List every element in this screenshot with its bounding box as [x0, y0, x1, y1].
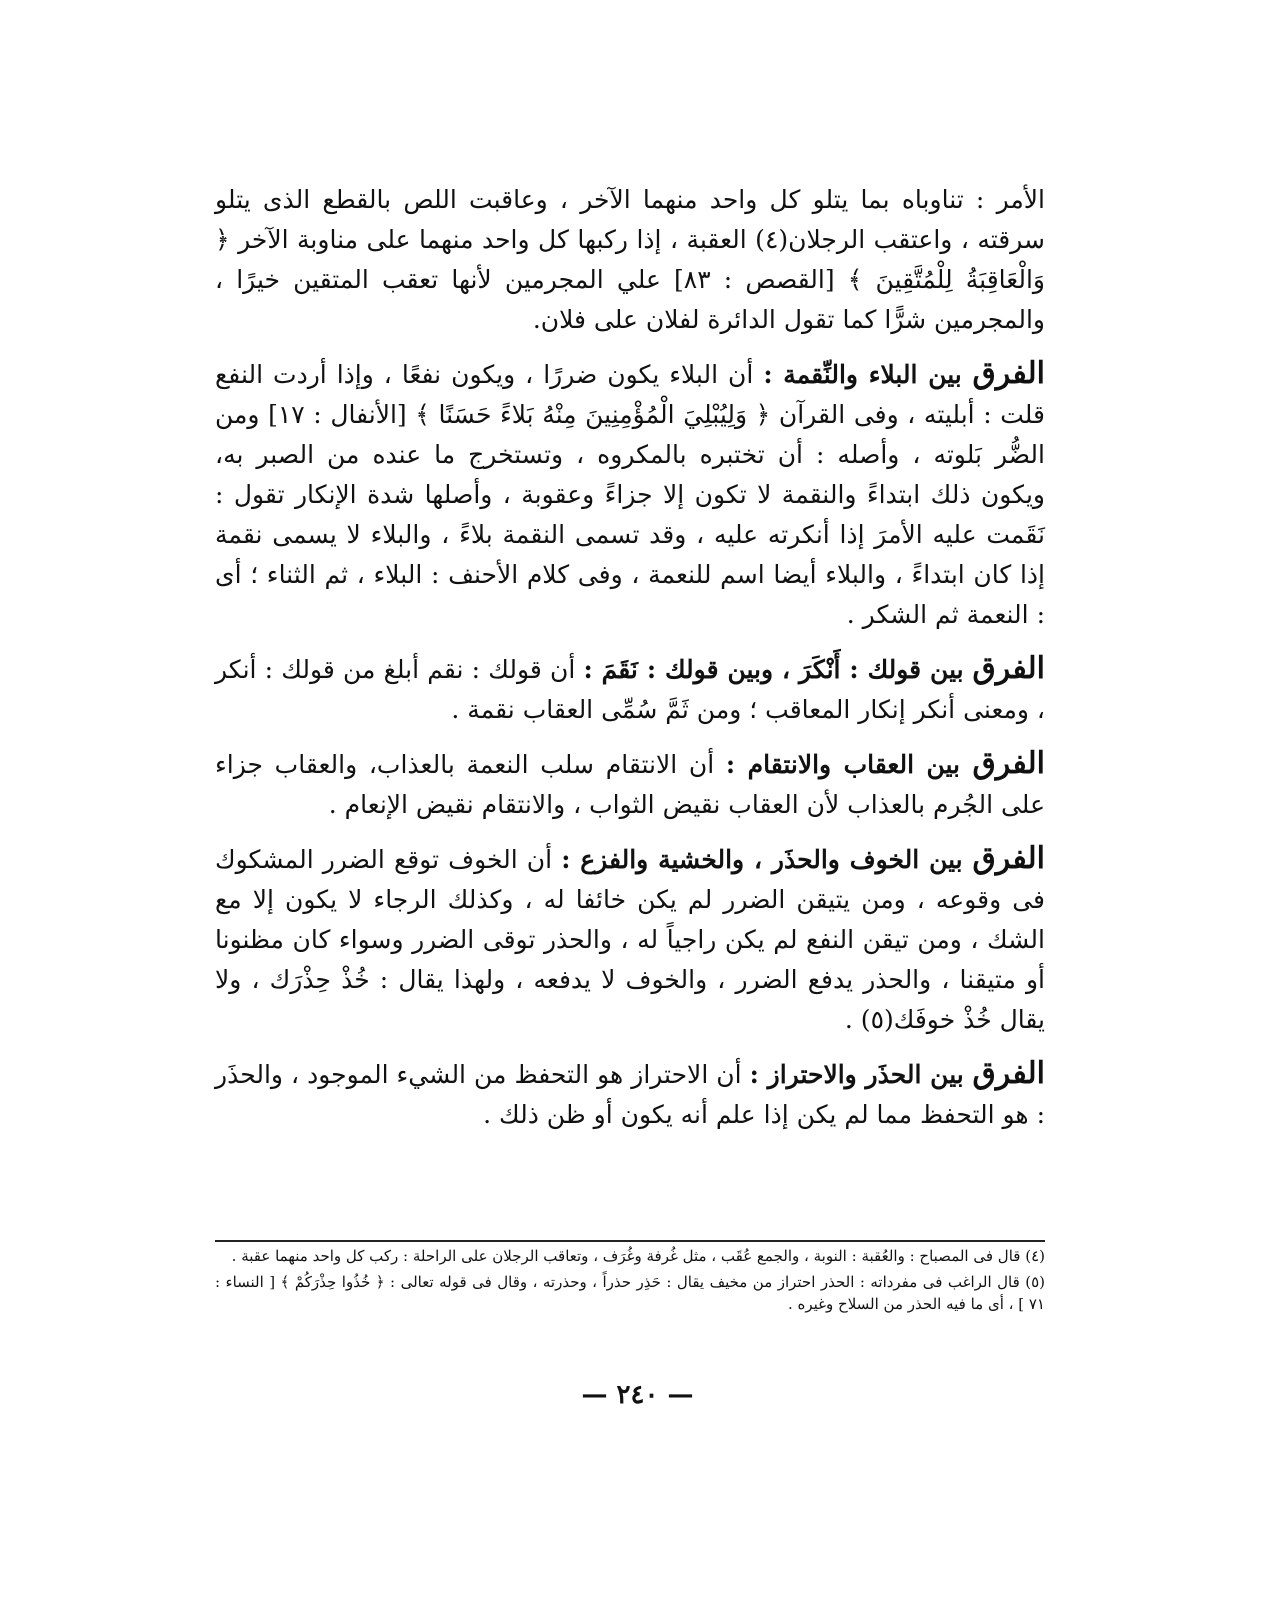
entry-text: أن البلاء يكون ضررًا ، ويكون نفعًا ، وإذا أردت النفع قلت : أبليته ، وفى القرآن ﴿ وَلِيُبْلِيَ الْمُؤْمِنِينَ مِنْهُ بَلاءً حَسَنًا ﴾ [الأنفال : ١٧] ومن الضُّر بَلوته ، وأصله : أن تختبره بالمكروه ، وتستخرج ما عنده من الصبر به، ويكون ذلك ابتداءً والنقمة لا تكون إلا جزاءً وعقوبة ، وأصلها شدة الإنكار تقول : نَقَمت عليه الأمرَ إذا أنكرته عليه ، وقد تسمى النقمة بلاءً ، والبلاء لا يسمى نقمة إذا كان ابتداءً ، والبلاء أيضا اسم للنعمة ، وفى كلام الأحنف : البلاء ، ثم الثناء ؛ أى : النعمة ثم الشكر . — [215, 360, 1045, 629]
entry-keyword: الفرق — [972, 356, 1045, 391]
entry-title: بين الخوف والحذَر ، والخشية والفزع : — [561, 845, 963, 874]
entry-keyword: الفرق — [972, 651, 1046, 686]
entry-heading — [749, 1056, 1045, 1091]
page-number: — ٢٤٠ — — [581, 1380, 694, 1410]
entry-title: بين قولك : أَنْكَرَ ، وبين قولك : نَقَمَ : — [583, 655, 964, 684]
entry-text: أن الخوف توقع الضرر المشكوك فى وقوعه ، ومن يتيقن الضرر لم يكن خائفا له ، وكذلك الرجاء لا يكون إلا مع الشك ، ومن تيقن النفع لم يكن راجياً له ، والحذر توقى الضرر وسواء كان مظنونا أو متيقنا ، والحذر يدفع الضرر ، والخوف لا يدفعه ، ولهذا يقال : خُذْ حِذْرَك ، ولا يقال خُذْ خوفَك(٥) . — [215, 845, 1045, 1034]
entry-hadhar-ihtiraz — [215, 1054, 1045, 1135]
entry-iqab-intiqam — [215, 744, 1045, 825]
footnote-4: (٤) قال فى المصباح : والعُقبة : النوبة ، والجمع عُقَب ، مثل غُرفة وغُرَف ، وتعاقب الرجلان على الراحلة : ركب كل واحد منهما عقبة . — [231, 1247, 1045, 1265]
entry-keyword: الفرق — [972, 746, 1045, 781]
entry-heading — [763, 356, 1045, 391]
entry-heading — [583, 651, 1046, 686]
footnote-divider — [215, 1240, 1045, 1242]
footnote-5: (٥) قال الراغب فى مفرداته : الحذر احتراز من مخيف يقال : حَذِر حذراً ، وحذرته ، وقال فى قوله تعالى : ﴿ خُذُوا حِذْرَكُمْ ﴾ [ النساء : ٧١ ] ، أى ما فيه الحذر من السلاح وغيره . — [215, 1273, 1046, 1313]
entry-text: أن الاحتراز هو التحفظ من الشيء الموجود ، والحذَر : هو التحفظ مما لم يكن إذا علم أنه يكون أو ظن ذلك . — [215, 1060, 1045, 1129]
main-text — [215, 180, 1045, 1149]
entry-khawf-hadhar — [215, 839, 1045, 1040]
intro-paragraph: الأمر : تناوباه بما يتلو كل واحد منهما الآخر ، وعاقبت اللص بالقطع الذى يتلو سرقته ، واعتقب الرجلان(٤) العقبة ، إذا ركبها كل واحد منهما على مناوبة الآخر ﴿ وَالْعَاقِبَةُ لِلْمُتَّقِينَ ﴾ [القصص : ٨٣] علي المجرمين لأنها تعقب المتقين خيرًا ، والمجرمين شرًّا كما تقول الدائرة لفلان على فلان. — [215, 185, 1045, 334]
entry-ankara-naqama — [215, 649, 1045, 730]
entry-heading — [725, 746, 1045, 781]
entry-text: أن الانتقام سلب النعمة بالعذاب، والعقاب جزاء على الجُرم بالعذاب لأن العقاب نقيض الثواب ، والانتقام نقيض الإنعام . — [215, 750, 1045, 819]
entry-balaa-niqma — [215, 354, 1045, 635]
entry-title: بين الحذَر والاحتراز : — [749, 1060, 964, 1089]
entry-title: بين العقاب والانتقام : — [725, 750, 961, 779]
footnotes — [215, 1245, 1045, 1319]
entry-title: بين البلاء والنِّقمة : — [763, 360, 962, 389]
entry-keyword: الفرق — [972, 841, 1045, 876]
entry-text: أن قولك : نقم أبلغ من قولك : أنكر ، ومعنى أنكر إنكار المعاقب ؛ ومن ثَمَّ سُمِّى العقاب نقمة . — [215, 655, 1045, 724]
entry-keyword: الفرق — [972, 1056, 1045, 1091]
entry-heading — [561, 841, 1045, 876]
